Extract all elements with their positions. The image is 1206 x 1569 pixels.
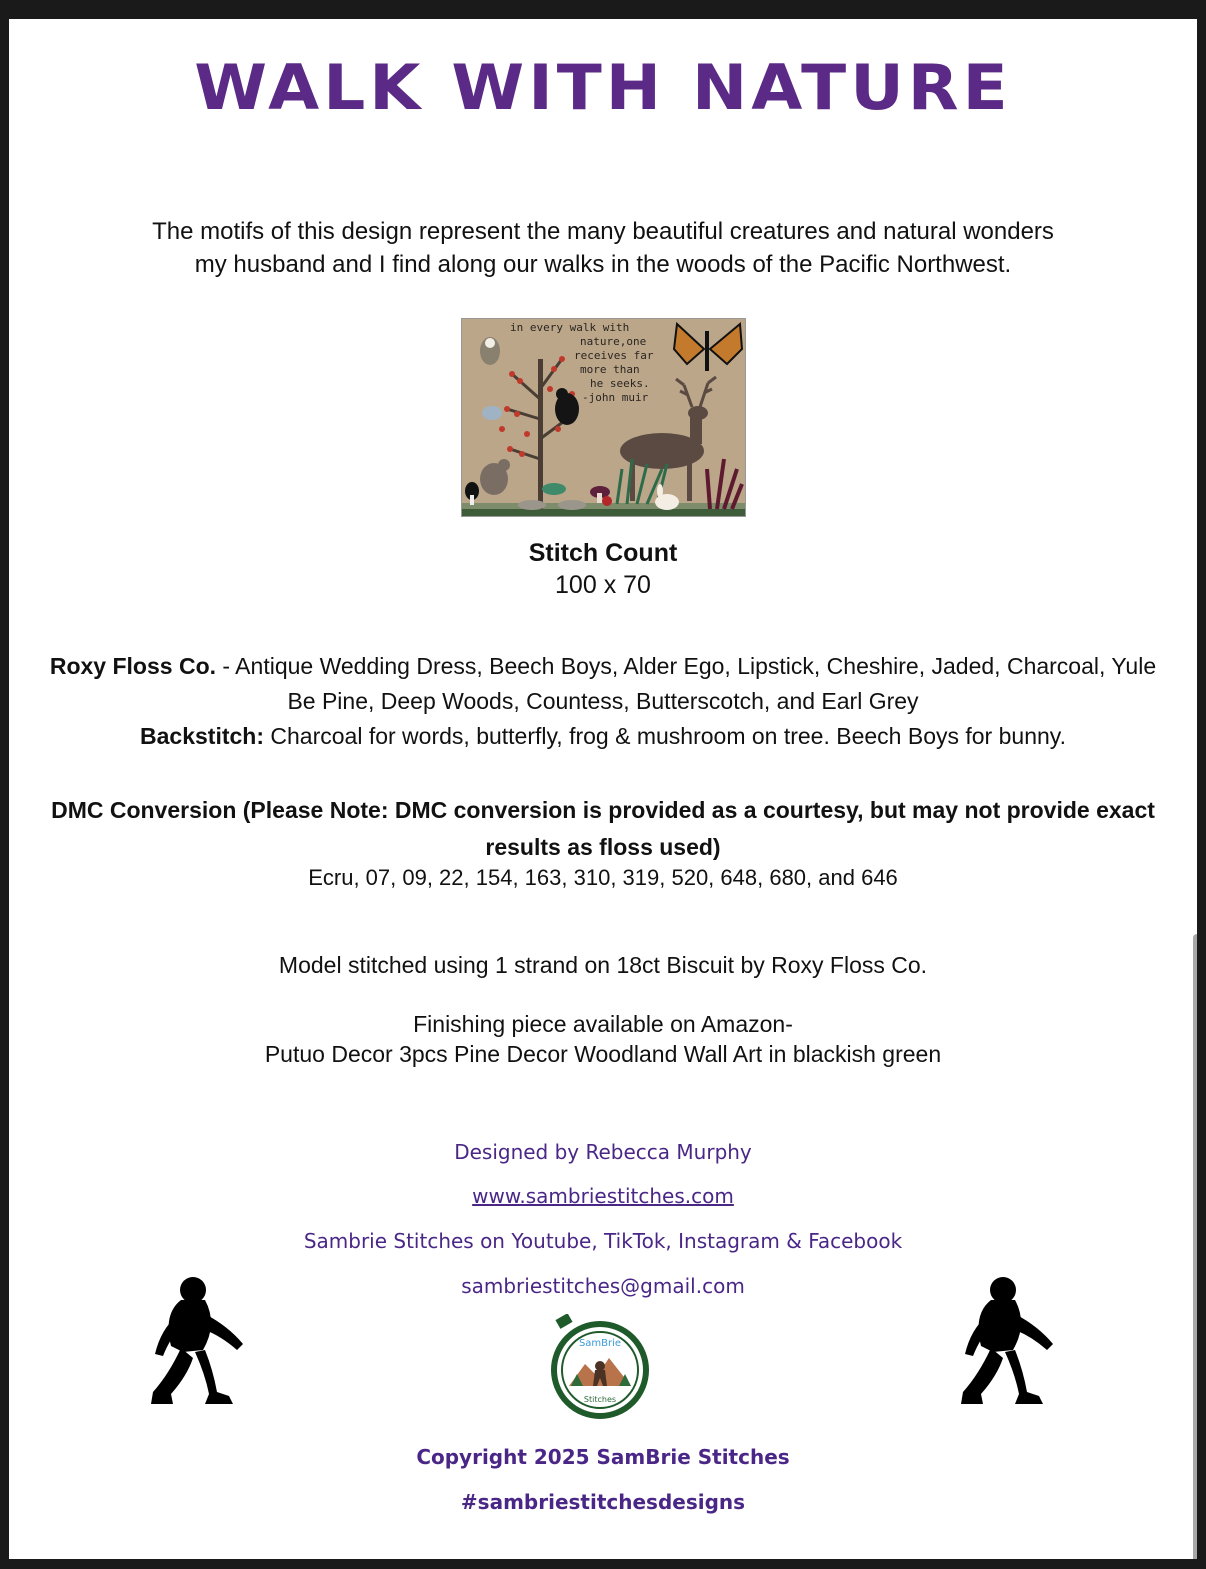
dmc-values: Ecru, 07, 09, 22, 154, 163, 310, 319, 520, 648, 680, and 646 bbox=[308, 865, 898, 890]
quote-line-3: receives far bbox=[574, 349, 654, 362]
dmc-heading: DMC Conversion (Please Note: DMC conversion is provided as a courtesy, but may not provide exact results as floss used) bbox=[51, 797, 1155, 860]
backstitch-label: Backstitch: bbox=[140, 723, 264, 749]
bigfoot-right-icon bbox=[953, 1274, 1058, 1409]
sambrie-logo bbox=[547, 1314, 653, 1420]
stitch-count-value: 100 x 70 bbox=[555, 571, 651, 599]
quote-line-5: he seeks. bbox=[590, 377, 650, 390]
model-note: Model stitched using 1 strand on 18ct Biscuit by Roxy Floss Co. bbox=[278, 952, 928, 978]
hashtag-text: #sambriestitchesdesigns bbox=[460, 1490, 746, 1514]
page-title: WALK WITH NATURE bbox=[194, 50, 1012, 125]
design-preview-image bbox=[461, 318, 746, 517]
quote-line-4: more than bbox=[580, 363, 640, 376]
quote-line-6: -john muir bbox=[582, 391, 649, 404]
email-link[interactable]: sambriestitches@gmail.com bbox=[461, 1274, 745, 1298]
intro-text: The motifs of this design represent the many beautiful creatures and natural wonders my husband and I find along our walks in the woods of the Pacific Northwest. bbox=[152, 218, 1054, 278]
backstitch-text: Charcoal for words, butterfly, frog & mushroom on tree. Beech Boys for bunny. bbox=[264, 723, 1066, 749]
quote-line-1: in every walk with bbox=[510, 321, 630, 334]
floss-list bbox=[9, 649, 1197, 754]
finishing-note: Finishing piece available on Amazon- Putuo Decor 3pcs Pine Decor Woodland Wall Art in blackish green bbox=[264, 1011, 942, 1067]
roxy-colors: - Antique Wedding Dress, Beech Boys, Alder Ego, Lipstick, Cheshire, Jaded, Charcoal, Yule Be Pine, Deep Woods, Countess, Butterscotch, and Earl Grey bbox=[216, 653, 1157, 714]
bigfoot-left-icon bbox=[143, 1274, 248, 1409]
social-text: Sambrie Stitches on Youtube, TikTok, Instagram & Facebook bbox=[303, 1229, 903, 1253]
quote-line-2: nature,one bbox=[580, 335, 647, 348]
stitch-count-label: Stitch Count bbox=[528, 539, 678, 567]
website-link[interactable]: www.sambriestitches.com bbox=[472, 1184, 734, 1208]
roxy-label: Roxy Floss Co. bbox=[49, 653, 217, 679]
copyright-text: Copyright 2025 SamBrie Stitches bbox=[416, 1445, 790, 1469]
vertical-scrollbar[interactable] bbox=[1193, 934, 1197, 1559]
pattern-page bbox=[9, 19, 1197, 1559]
logo-top-text: SamBrie bbox=[578, 1338, 622, 1349]
logo-bottom-text: Stitches bbox=[583, 1395, 617, 1404]
designer-credit: Designed by Rebecca Murphy bbox=[454, 1140, 752, 1164]
